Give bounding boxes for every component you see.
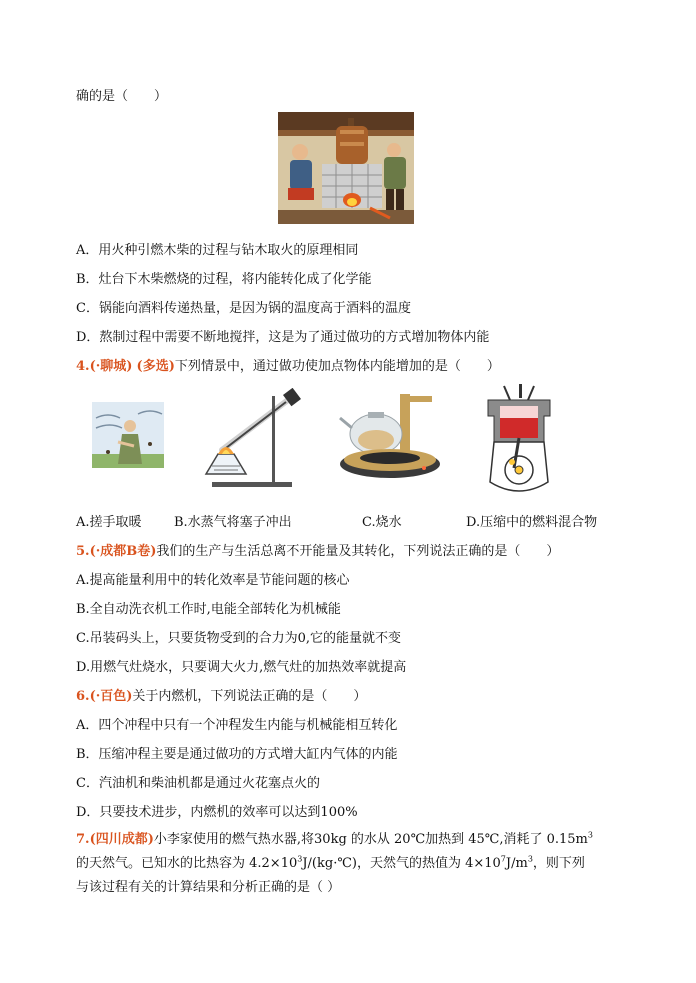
q4-source: (·聊城) <box>89 359 133 374</box>
q6-option-a: A．四个冲程中只有一个冲程发生内能与机械能相互转化 <box>76 718 398 733</box>
q4-number: 4. <box>76 359 90 374</box>
q4-option-a: A.搓手取暖 <box>76 515 142 530</box>
q5-option-d: D.用燃气灶烧水，只要调大火力,燃气灶的加热效率就提高 <box>76 660 407 675</box>
q6-option-d: D．只要技术进步，内燃机的效率可以达到100% <box>76 805 358 820</box>
q4-stem-text: 下列情景中，通过做功使加点物体内能增加的是（ ） <box>174 359 500 374</box>
q4-tag: (多选) <box>136 359 175 374</box>
q5-source: (·成都B卷) <box>89 544 157 559</box>
q3-option-d: D．熬制过程中需要不断地搅拌，这是为了通过做功的方式增加物体内能 <box>76 330 490 345</box>
distillery-illustration <box>278 112 414 224</box>
q7-line-2 <box>76 855 585 873</box>
q7-line2-b: J/(kg·℃)，天然气的热值为 4×10 <box>302 856 501 871</box>
q7-source: (四川成都) <box>89 832 154 847</box>
q5-stem-text: 我们的生产与生活总离不开能量及其转化，下列说法正确的是（ ） <box>156 544 560 559</box>
q6-number: 6. <box>76 689 90 704</box>
kettle-illustration <box>338 388 444 488</box>
q3-option-a: A．用火种引燃木柴的过程与钻木取火的原理相同 <box>76 243 359 258</box>
q3-option-c: C．锅能向酒料传递热量，是因为锅的温度高于酒料的温度 <box>76 301 411 316</box>
q5-option-c: C.吊装码头上，只要货物受到的合力为0,它的能量就不变 <box>76 631 402 646</box>
q5-stem <box>76 543 559 561</box>
q7-number: 7. <box>76 832 90 847</box>
q6-stem <box>76 688 366 706</box>
q7-line2-sup2: 7 <box>500 854 506 864</box>
q7-line2-sup3: 3 <box>527 854 533 864</box>
q4-option-c: C.烧水 <box>362 515 402 530</box>
q4-option-d: D.压缩中的燃料混合物 <box>466 515 598 530</box>
rubbing-hands-illustration <box>88 398 168 478</box>
q7-line2-c: J/m <box>505 856 528 871</box>
q6-option-b: B．压缩冲程主要是通过做功的方式增大缸内气体的内能 <box>76 747 398 762</box>
q7-line2-sup1: 3 <box>297 854 303 864</box>
steam-test-tube-illustration <box>202 388 302 490</box>
q4-option-b: B.水蒸气将塞子冲出 <box>174 515 292 530</box>
q7-line1-text: 小李家使用的燃气热水器,将30kg 的水从 20℃加热到 45℃,消耗了 0.15m <box>153 832 588 847</box>
engine-cylinder-illustration <box>484 382 554 498</box>
q5-number: 5. <box>76 544 90 559</box>
q7-line2-d: ，则下列 <box>532 856 585 871</box>
q3-stem-tail: 确的是（ ） <box>76 89 168 104</box>
q7-line-3: 与该过程有关的计算结果和分析正确的是（ ） <box>76 880 341 895</box>
q6-stem-text: 关于内燃机，下列说法正确的是（ ） <box>132 689 367 704</box>
q7-line-1 <box>76 831 593 849</box>
q7-line1-sup: 3 <box>587 830 593 840</box>
q5-option-a: A.提高能量利用中的转化效率是节能问题的核心 <box>76 573 350 588</box>
q5-option-b: B.全自动洗衣机工作时,电能全部转化为机械能 <box>76 602 341 617</box>
q6-source: (·百色) <box>89 689 133 704</box>
q3-option-b: B．灶台下木柴燃烧的过程，将内能转化成了化学能 <box>76 272 372 287</box>
q7-line2-a: 的天然气。已知水的比热容为 4.2×10 <box>76 856 298 871</box>
q4-stem <box>76 358 500 376</box>
q6-option-c: C．汽油机和柴油机都是通过火花塞点火的 <box>76 776 320 791</box>
